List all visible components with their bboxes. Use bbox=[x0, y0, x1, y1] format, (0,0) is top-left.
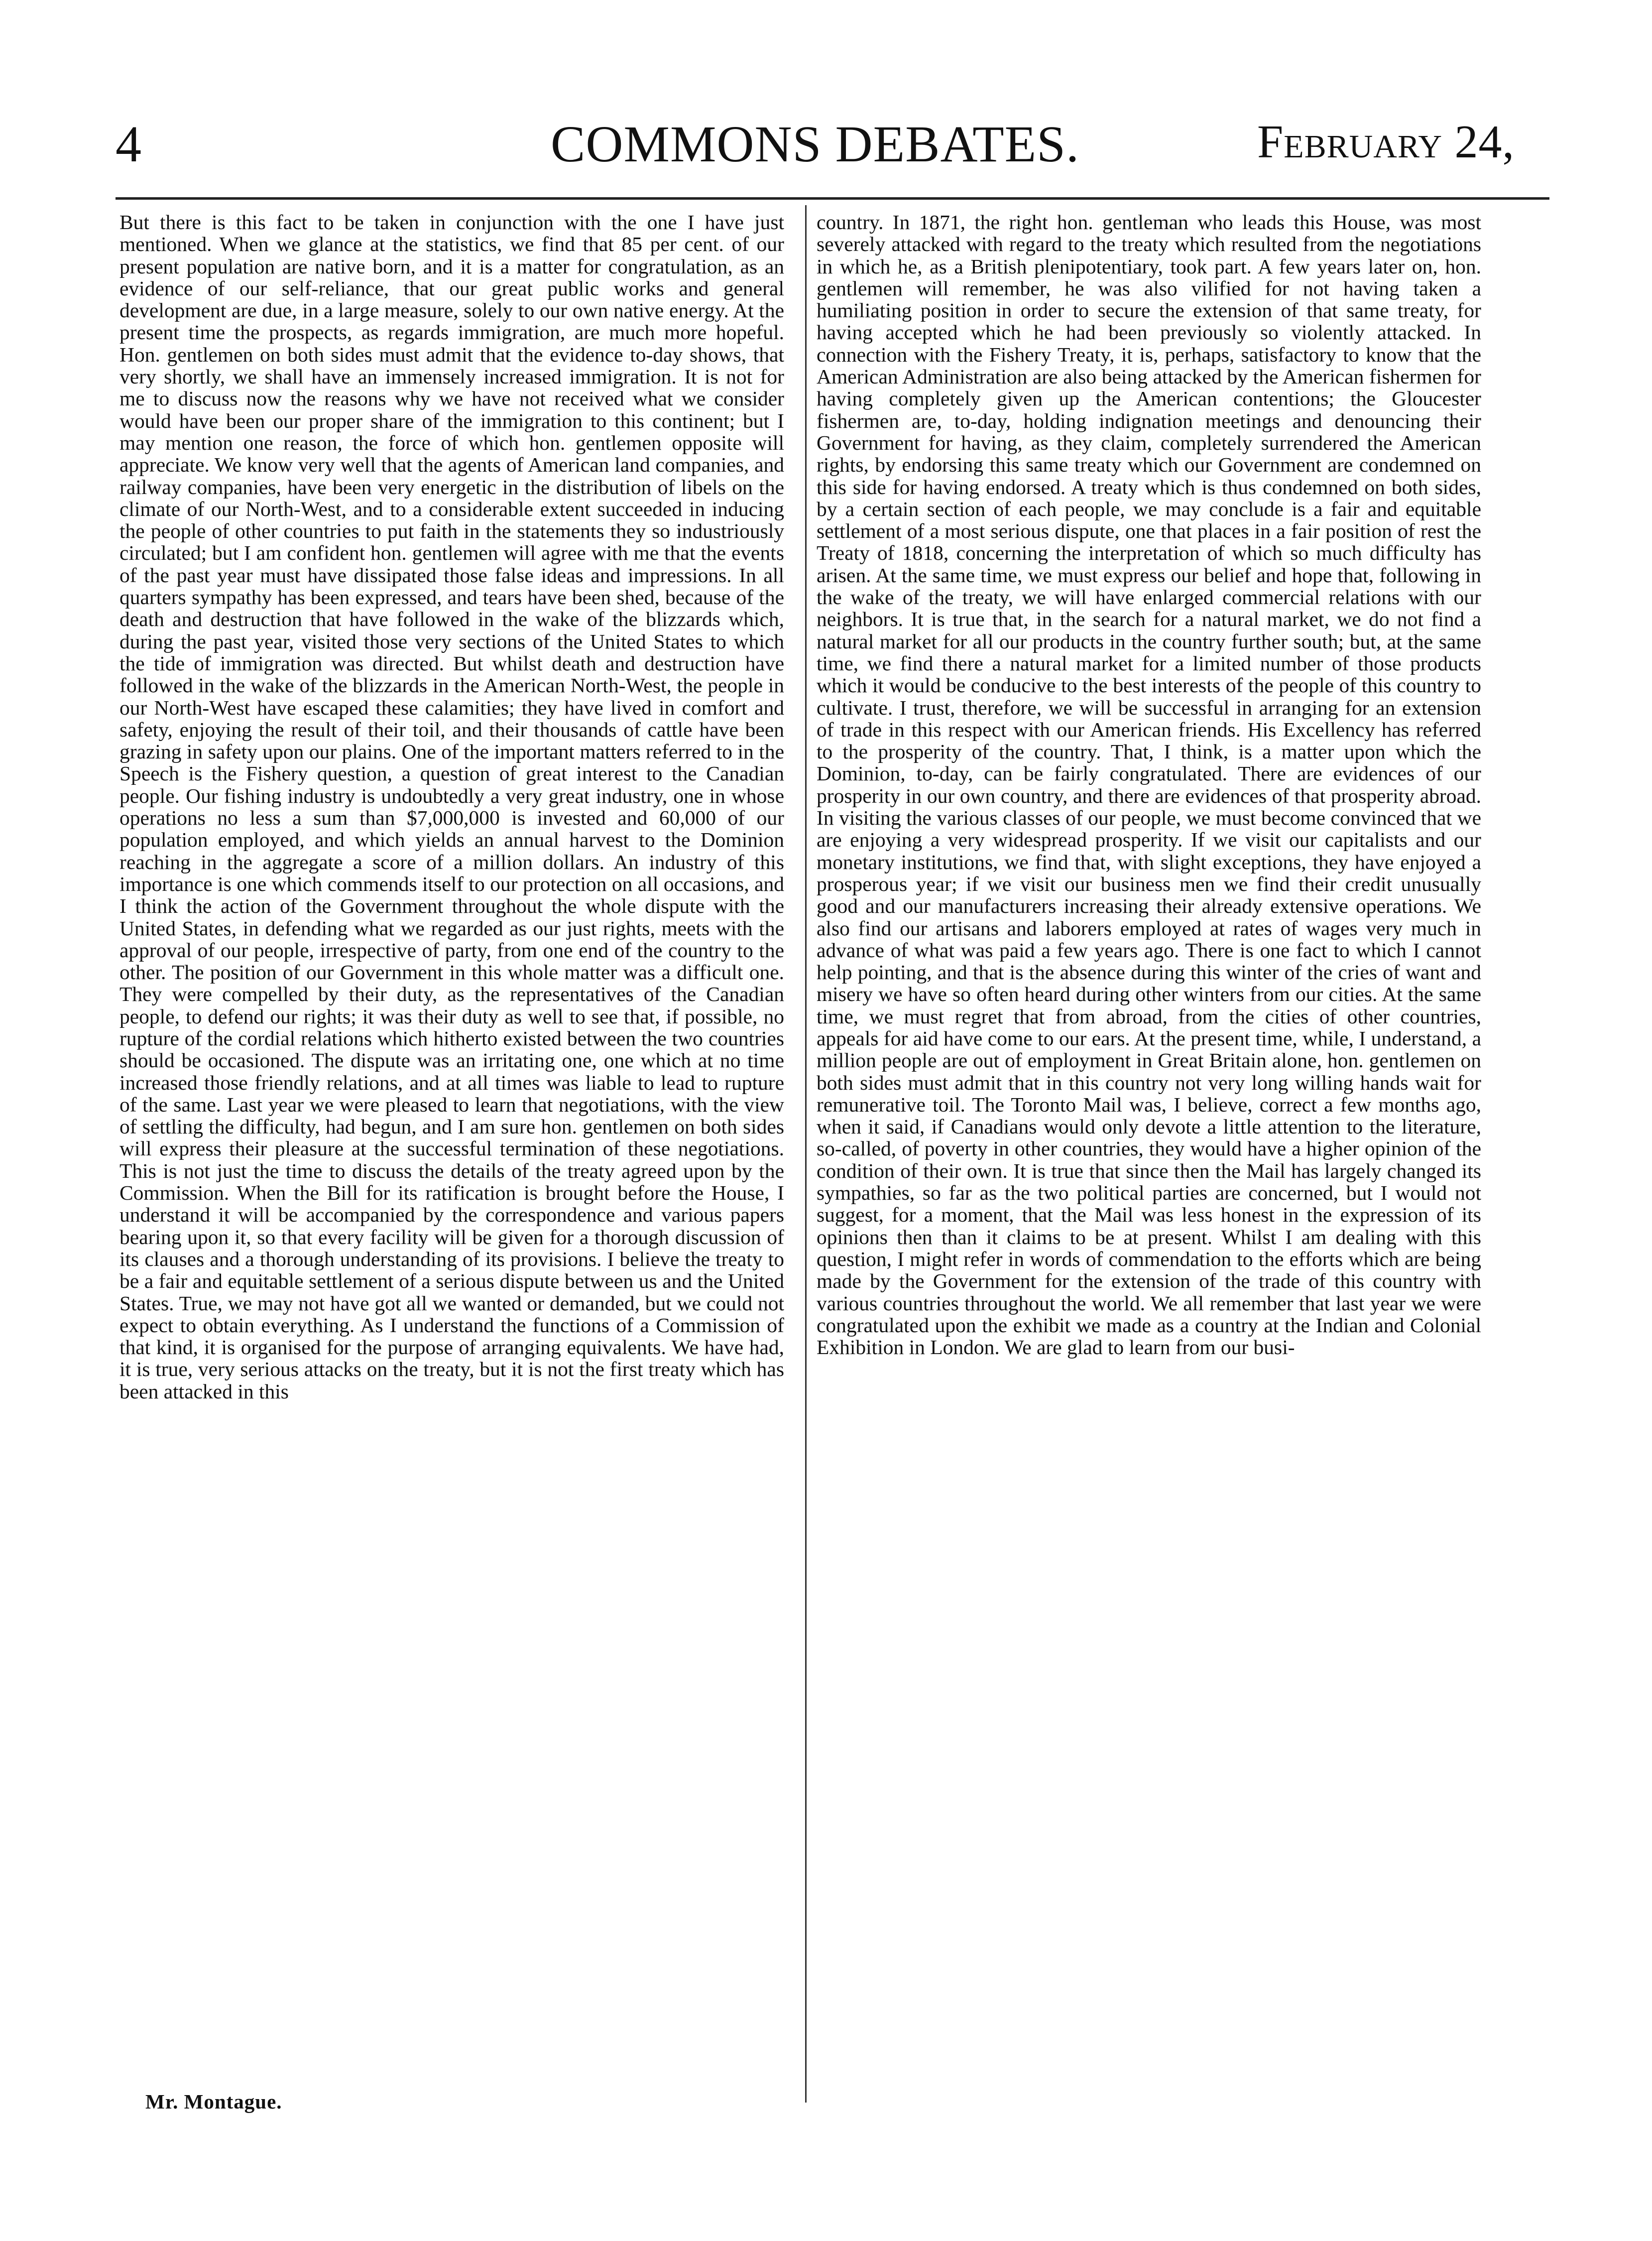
running-date: February 24, bbox=[1257, 116, 1515, 168]
speaker-name: Mr. Montague. bbox=[145, 2090, 282, 2113]
left-column bbox=[119, 211, 784, 1402]
header-rule bbox=[116, 197, 1549, 200]
page-header bbox=[116, 116, 1515, 198]
running-title: COMMONS DEBATES. bbox=[551, 116, 1079, 173]
column-divider bbox=[805, 205, 807, 2103]
right-column bbox=[817, 211, 1481, 1358]
page-number: 4 bbox=[116, 116, 141, 173]
left-column-text: But there is this fact to be taken in conjunction with the one I have just mentioned. When we glance at the statistics, we find that 85 per cent. of our present population are native born, and it is a matter for congratulation, as an evidence of our self-reliance, that our great public works and general development are due, in a large measure, solely to our own native energy. At the present time the prospects, as regards immigration, are much more hopeful. Hon. gentlemen on both sides must admit that the evidence to-day shows, that very shortly, we shall have an immensely increased immigration. It is not for me to discuss now the reasons why we have not received what we consider would have been our proper share of the immigration to this continent; but I may mention one reason, the force of which hon. gentlemen opposite will appreciate. We know very well that the agents of American land companies, and railway companies, have been very energetic in the distribution of libels on the climate of our North-West, and to a considerable extent succeeded in inducing the people of other countries to put faith in the statements they so industriously circulated; but I am confident hon. gentlemen will agree with me that the events of the past year must have dissipated those false ideas and impressions. In all quarters sympathy has been expressed, and tears have been shed, because of the death and destruction that have followed in the wake of the blizzards which, during the past year, visited those very sections of the United States to which the tide of immigration was directed. But whilst death and destruction have followed in the wake of the blizzards in the American North-West, the people in our North-West have escaped these calamities; they have lived in comfort and safety, enjoying the result of their toil, and their thousands of cattle have been grazing in safety upon our plains. One of the important matters referred to in the Speech is the Fishery question, a question of great interest to the Canadian people. Our fishing industry is undoubtedly a very great industry, one in whose operations no less a sum than $7,000,000 is invested and 60,000 of our population employed, and which yields an annual harvest to the Dominion reaching in the aggregate a score of a million dollars. An industry of this importance is one which commends itself to our protection on all occasions, and I think the action of the Government throughout the whole dispute with the United States, in defending what we regarded as our just rights, meets with the approval of our people, irrespective of party, from one end of the country to the other. The position of our Government in this whole matter was a difficult one. They were compelled by their duty, as the representatives of the Canadian people, to defend our rights; it was their duty as well to see that, if possible, no rupture of the cordial relations which hitherto existed between the two countries should be occasioned. The dispute was an irritating one, one which at no time increased those friendly relations, and at all times was liable to lead to rupture of the same. Last year we were pleased to learn that negotiations, with the view of settling the difficulty, had begun, and I am sure hon. gentlemen on both sides will express their pleasure at the successful termination of these negotiations. This is not just the time to discuss the details of the treaty agreed upon by the Commission. When the Bill for its ratification is brought before the House, I understand it will be accompanied by the correspondence and various papers bearing upon it, so that every facility will be given for a thorough discussion of its clauses and a thorough understanding of its provisions. I believe the treaty to be a fair and equitable settlement of a serious dispute between us and the United States. True, we may not have got all we wanted or demanded, but we could not expect to obtain everything. As I understand the functions of a Commission of that kind, it is organised for the purpose of arranging equivalents. We have had, it is true, very serious attacks on the treaty, but it is not the first treaty which has been attacked in this bbox=[119, 211, 784, 1403]
right-column-text: country. In 1871, the right hon. gentleman who leads this House, was most severely attacked with regard to the treaty which resulted from the negotiations in which he, as a British plenipotentiary, took part. A few years later on, hon. gentlemen will remember, he was also vilified for not having taken a humiliating position in order to secure the extension of that same treaty, for having accepted which he had been previously so violently attacked. In connection with the Fishery Treaty, it is, perhaps, satisfactory to know that the American Administration are also being attacked by the American fishermen for having completely given up the American contentions; the Gloucester fishermen are, to-day, holding indignation meetings and denouncing their Government for having, as they claim, completely surrendered the American rights, by endorsing this same treaty which our Government are condemned on this side for having endorsed. A treaty which is thus condemned on both sides, by a certain section of each people, we may conclude is a fair and equitable settlement of a most serious dispute, one that places in a fair position of rest the Treaty of 1818, concerning the interpretation of which so much difficulty has arisen. At the same time, we must express our belief and hope that, following in the wake of the treaty, we will have enlarged commercial relations with our neighbors. It is true that, in the search for a natural market, we do not find a natural market for all our products in the country further south; but, at the same time, we find there a natural market for a limited number of those products which it would be conducive to the best interests of the people of this country to cultivate. I trust, therefore, we will be successful in arranging for an extension of trade in this respect with our American friends. His Excellency has referred to the prosperity of the country. That, I think, is a matter upon which the Dominion, to-day, can be fairly congratulated. There are evidences of our prosperity in our own country, and there are evidences of that prosperity abroad. In visiting the various classes of our people, we must become convinced that we are enjoying a very widespread prosperity. If we visit our capitalists and our monetary institutions, we find that, with slight exceptions, they have enjoyed a prosperous year; if we visit our business men we find their credit unusually good and our manufacturers increasing their already extensive operations. We also find our artisans and laborers employed at rates of wages very much in advance of what was paid a few years ago. There is one fact to which I cannot help pointing, and that is the absence during this winter of the cries of want and misery we have so often heard during other winters from our cities. At the same time, we must regret that from abroad, from the cities of other countries, appeals for aid have come to our ears. At the present time, while, I understand, a million people are out of employment in Great Britain alone, hon. gentlemen on both sides must admit that in this country not very long willing hands wait for remunerative toil. The Toronto Mail was, I believe, correct a few months ago, when it said, if Canadians would only devote a little attention to the literature, so-called, of poverty in other countries, they would have a higher opinion of the condition of their own. It is true that since then the Mail has largely changed its sympathies, so far as the two political parties are concerned, but I would not suggest, for a moment, that the Mail was less honest in the expression of its opinions then than it claims to be at present. Whilst I am dealing with this question, I might refer in words of commendation to the efforts which are being made by the Government for the extension of the trade of this country with various countries throughout the world. We all remember that last year we were congratulated upon the exhibit we made as a country at the Indian and Colonial Exhibition in London. We are glad to learn from our busi- bbox=[817, 211, 1481, 1359]
